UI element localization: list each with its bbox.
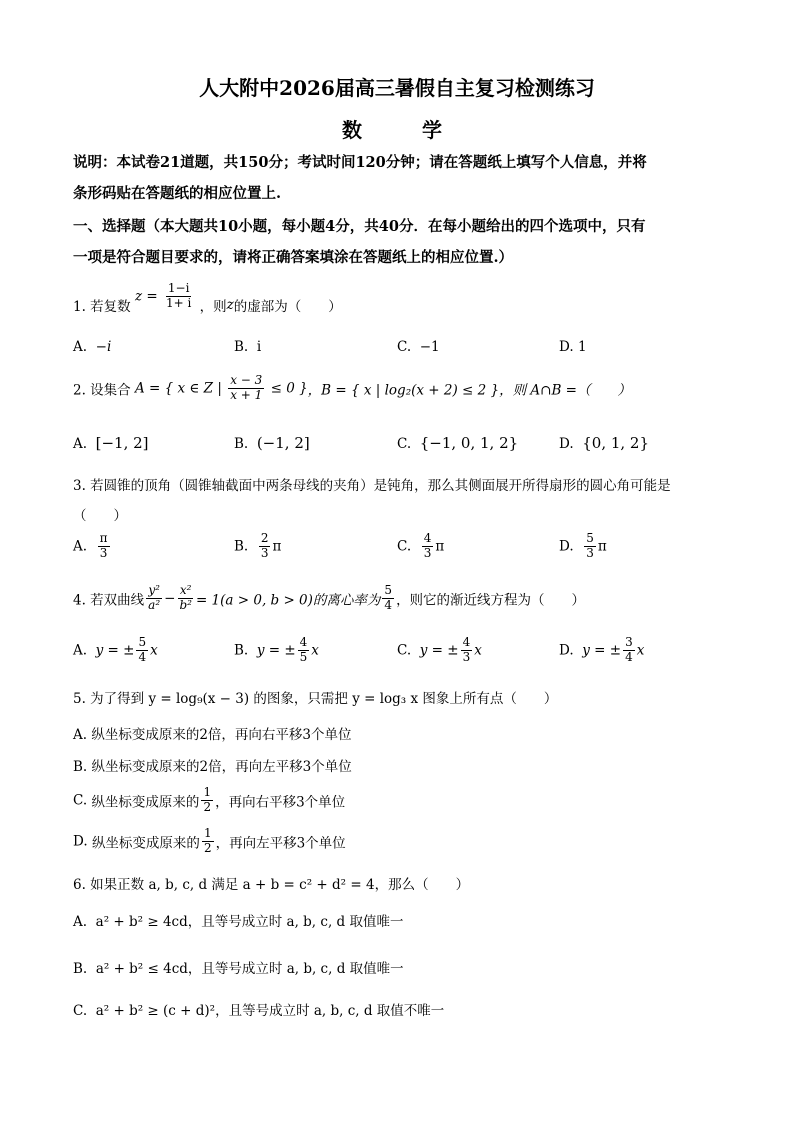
question-1-numerator: 1−i [167, 281, 190, 295]
option-pre: y = ± [582, 642, 622, 659]
option-fraction [201, 786, 213, 815]
option-label: C. [397, 436, 412, 452]
question-2-prefix: 2. 设集合 [73, 382, 131, 399]
denominator: 4 [138, 649, 147, 664]
numerator: 5 [384, 583, 393, 597]
question-4-fraction-y [146, 584, 162, 613]
option-post: ，再向右平移3个单位 [215, 794, 346, 811]
question-6-option-a [73, 910, 403, 930]
denominator: 2 [203, 799, 212, 814]
numerator: 1 [203, 785, 212, 799]
question-2-set-a-right: ≤ 0 } [270, 380, 308, 397]
question-4-post: ，则它的渐近线方程为（ ） [396, 592, 586, 609]
option-label: B. [73, 961, 88, 977]
denominator: 4 [625, 649, 633, 664]
question-2-denominator: x + 1 [230, 387, 263, 402]
option-fraction [422, 532, 434, 561]
option-label: A. [73, 727, 88, 743]
option-tail: π [597, 538, 607, 555]
question-4-option-b [234, 636, 319, 665]
denominator: 3 [462, 649, 471, 664]
intro-line-1: 说明：本试卷21道题，共150分；考试时间120分钟；请在答题纸上填写个人信息，并将 [73, 154, 647, 171]
option-label: B. [234, 538, 249, 555]
option-text: 纵坐标变成原来的2倍，再向左平移3个单位 [91, 759, 352, 775]
option-text: 1 [577, 339, 587, 355]
question-1-option-d [559, 339, 587, 355]
question-4-option-d [559, 636, 644, 665]
option-post: ，再向左平移3个单位 [215, 835, 346, 852]
option-fraction [98, 532, 110, 561]
option-tail: x [311, 642, 319, 659]
option-label: D. [559, 538, 574, 555]
option-label: C. [397, 642, 412, 659]
question-3-option-a [73, 532, 112, 561]
option-fraction [259, 532, 271, 561]
denominator: 3 [99, 545, 108, 560]
question-2-post: A∩B =（ ） [530, 382, 631, 399]
subject-title: 数 学 [342, 118, 462, 142]
question-1-post: ，则 [199, 299, 227, 316]
option-pre: 纵坐标变成原来的 [91, 835, 200, 852]
section-heading-line-2: 一项是符合题目要求的，请将正确答案填涂在答题纸上的相应位置.） [73, 249, 514, 266]
option-tail: x [474, 642, 482, 659]
option-label: A. [73, 436, 88, 452]
numerator: y² [148, 583, 160, 597]
option-label: D. [73, 833, 88, 850]
numerator: 4 [423, 531, 432, 545]
numerator: 4 [299, 635, 308, 649]
question-2-set-b: ，B = { x | log₂(x + 2) ≤ 2 }，则 [307, 382, 527, 399]
numerator: 4 [462, 635, 471, 649]
question-5-option-c [73, 786, 345, 815]
numerator: 2 [260, 531, 269, 545]
question-5-option-b [73, 755, 352, 775]
option-label: A. [73, 538, 88, 555]
option-pre: 纵坐标变成原来的 [91, 794, 200, 811]
option-text: 纵坐标变成原来的2倍，再向右平移3个单位 [91, 727, 352, 743]
question-6-stem: 6. 如果正数 a, b, c, d 满足 a + b = c² + d² = 4，那么（ ） [73, 877, 470, 893]
question-2-option-d [559, 434, 649, 452]
option-text: a² + b² ≥ 4cd，且等号成立时 a, b, c, d 取值唯一 [95, 914, 404, 930]
option-label: A. [73, 339, 88, 355]
minus-sign: − [164, 590, 176, 607]
question-1-denominator: 1+ i [165, 295, 192, 310]
question-4-stem [73, 584, 585, 613]
option-fraction [461, 636, 473, 665]
option-text: (−1, 2] [256, 434, 310, 452]
option-label: B. [234, 642, 249, 659]
option-fraction [584, 532, 596, 561]
denominator: 3 [260, 545, 269, 560]
question-1-stem [73, 281, 342, 316]
option-fraction [202, 827, 214, 856]
numerator: x² [179, 583, 192, 597]
option-label: C. [73, 792, 88, 809]
denominator: 3 [423, 545, 432, 560]
option-tail: π [435, 538, 445, 555]
question-5-stem: 5. 为了得到 y = log₉(x − 3) 的图象，只需把 y = log₃ x 图象上所有点（ ） [73, 691, 558, 707]
question-2-numerator: x − 3 [230, 373, 263, 387]
question-4-option-c [397, 636, 482, 665]
option-text: a² + b² ≤ 4cd，且等号成立时 a, b, c, d 取值唯一 [95, 961, 404, 977]
question-1-option-c [397, 339, 440, 355]
option-label: A. [73, 642, 88, 659]
section-heading-line-1: 一、选择题（本大题共10小题，每小题4分，共40分．在每小题给出的四个选项中，只有 [73, 218, 646, 235]
question-1-option-a [73, 339, 111, 355]
numerator: 5 [138, 635, 147, 649]
option-tail: π [272, 538, 282, 555]
numerator: 1 [203, 826, 212, 840]
option-fraction [298, 636, 310, 665]
denominator: 3 [586, 545, 594, 560]
option-fraction [136, 636, 148, 665]
question-1-option-b [234, 339, 261, 355]
question-4-eccentricity [382, 584, 394, 613]
option-text: −1 [419, 339, 440, 355]
option-label: A. [73, 914, 88, 930]
question-2-option-c [397, 434, 518, 452]
page-title: 人大附中2026届高三暑假自主复习检测练习 [199, 76, 595, 100]
option-pre: y = ± [419, 642, 459, 659]
question-2-option-a [73, 434, 149, 452]
option-label: D. [559, 436, 574, 452]
question-2-set-a-left: A = { x ∈ Z | [134, 380, 222, 397]
question-4-option-a [73, 636, 158, 665]
option-tail: x [150, 642, 158, 659]
question-2-option-b [234, 434, 310, 452]
option-label: B. [234, 339, 249, 355]
question-1-prefix: 1. 若复数 [73, 299, 131, 316]
option-text: a² + b² ≥ (c + d)²，且等号成立时 a, b, c, d 取值不唯一 [95, 1003, 445, 1019]
question-4-prefix: 4. 若双曲线 [73, 592, 145, 609]
question-6-option-c [73, 999, 444, 1019]
question-4-mid: = 1(a > 0, b > 0)的离心率为 [195, 592, 381, 609]
option-fraction [623, 636, 635, 665]
option-text: −i [95, 339, 112, 355]
option-text: {−1, 0, 1, 2} [419, 434, 519, 452]
question-3-option-d [559, 532, 607, 561]
option-pre: y = ± [256, 642, 296, 659]
numerator: π [99, 531, 108, 545]
question-1-z: z = [134, 288, 158, 305]
denominator: 2 [203, 840, 212, 855]
denominator: a² [148, 597, 161, 612]
option-label: D. [559, 339, 574, 355]
question-6-option-b [73, 957, 404, 977]
option-label: C. [397, 339, 412, 355]
question-3-option-c [397, 532, 444, 561]
question-4-fraction-x [177, 584, 194, 613]
intro-line-2: 条形码贴在答题纸的相应位置上. [73, 185, 282, 202]
question-2-stem [73, 374, 631, 403]
question-5-option-a [73, 723, 352, 743]
denominator: b² [179, 597, 192, 612]
option-label: B. [73, 759, 88, 775]
option-label: D. [559, 642, 574, 659]
option-label: C. [73, 1003, 88, 1019]
option-text: [−1, 2] [95, 434, 149, 452]
denominator: 4 [384, 597, 393, 612]
option-tail: x [636, 642, 645, 659]
question-3-option-b [234, 532, 281, 561]
question-2-fraction [228, 374, 264, 403]
question-3-line-2: （ ） [73, 508, 127, 524]
option-pre: y = ± [95, 642, 135, 659]
option-text: {0, 1, 2} [582, 434, 650, 452]
question-3-line-1: 3. 若圆锥的顶角（圆锥轴截面中两条母线的夹角）是钝角，那么其侧面展开所得扇形的圆心角可能是 [73, 478, 671, 494]
numerator: 3 [625, 635, 633, 649]
option-label: C. [397, 538, 412, 555]
numerator: 5 [586, 531, 594, 545]
question-1-fraction [164, 282, 193, 311]
option-label: B. [234, 436, 249, 452]
question-1-post2: 的虚部为（ ） [233, 299, 342, 316]
question-1-zvar: z [226, 297, 234, 314]
question-5-option-d [73, 827, 346, 856]
option-text: i [256, 339, 262, 355]
denominator: 5 [299, 649, 308, 664]
